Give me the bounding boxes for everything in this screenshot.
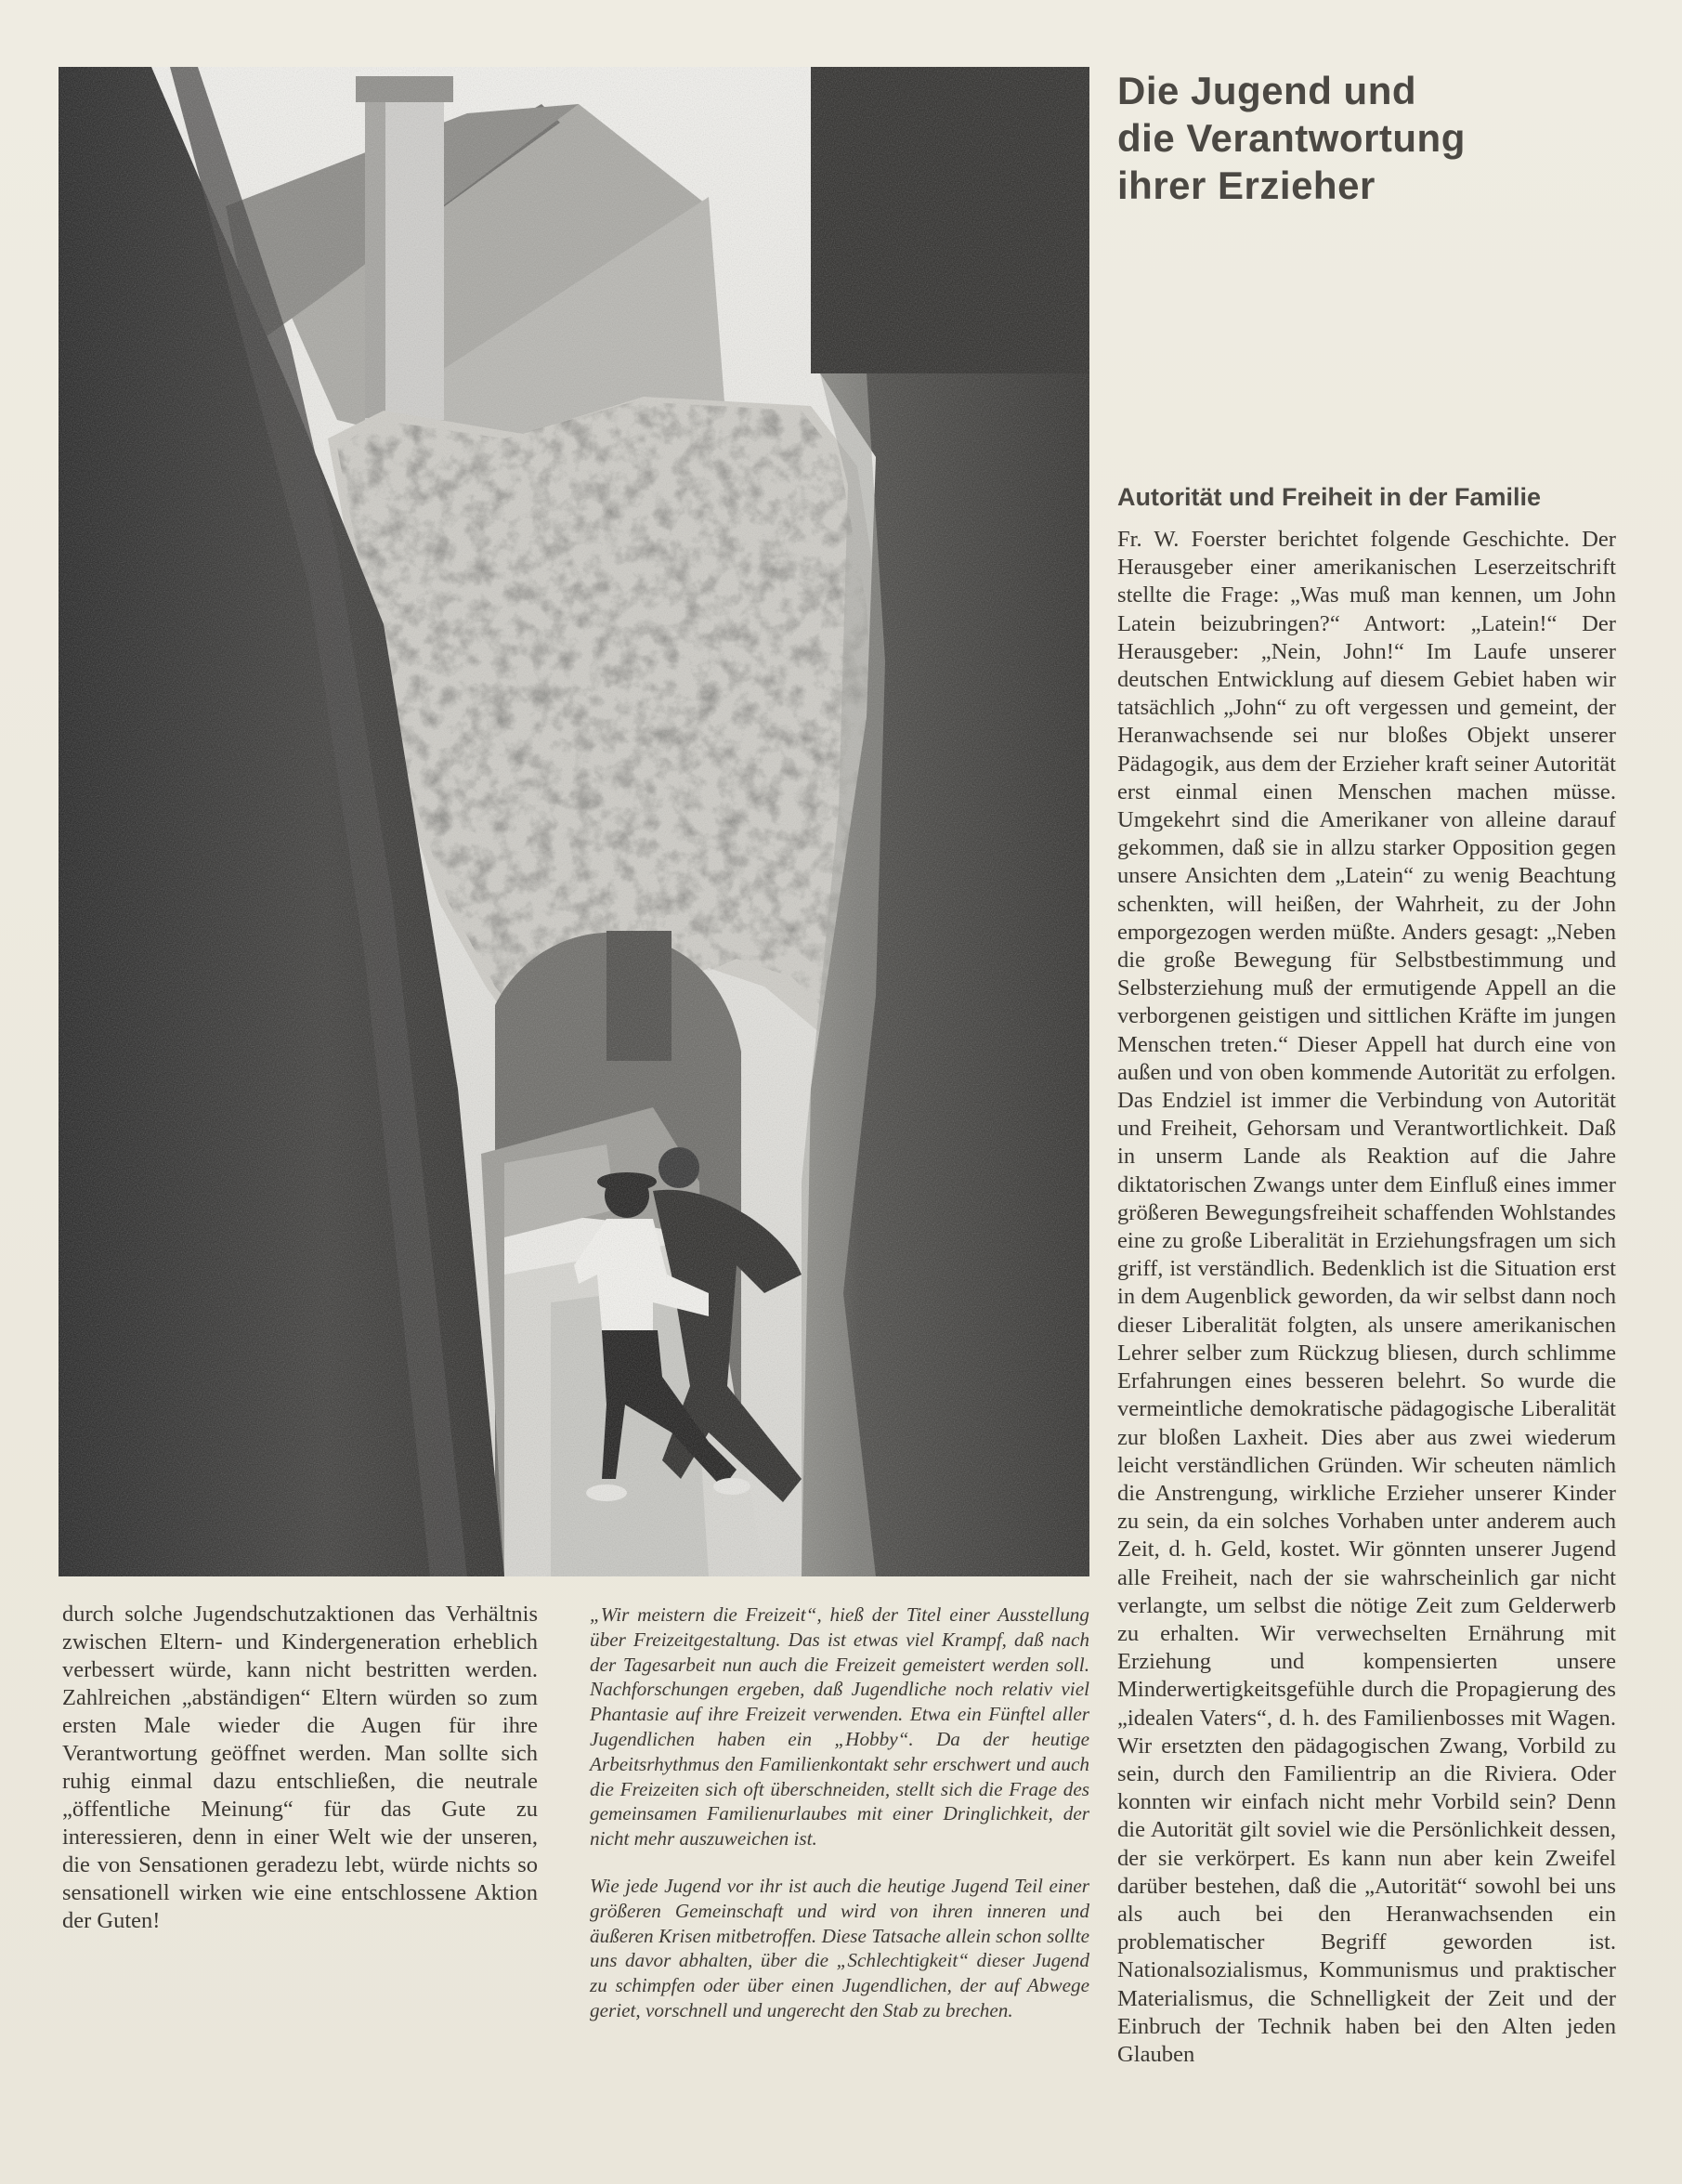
right-column-text: Fr. W. Foerster berichtet folgende Geschichte. Der Herausgeber einer amerikanischen Leserzeitschrift stellte die Frage: „Was muß man kennen, um John Latein beizubringen?“ Antwort: „Latein!“ Der Herausgeber: „Nein, John!“ Im Laufe unserer deutschen Entwicklung auf diesem Gebiet haben wir tatsächlich „John“ zu oft vergessen und gemeint, der Heranwachsende sei nur bloßes Objekt unserer Pädagogik, aus dem der Erzieher kraft seiner Autorität erst einmal einen Menschen machen müsse. Umgekehrt sind die Amerikaner von alleine darauf gekommen, daß sie in allzu starker Opposition gegen unsere Ansichten dem „Latein“ zu wenig Beachtung schenkten, will heißen, der Wahrheit, zu der John emporgezogen werden müßte. Anders gesagt: „Neben die große Bewegung für Selbstbestimmung und Selbsterziehung muß der ermutigende Appell an die verborgenen geistigen und sittlichen Kräfte im jungen Menschen treten.“ Dieser Appell hat durch eine von außen und von oben kommende Autorität zu erfolgen. Das Endziel ist immer die Verbindung von Autorität und Freiheit, Gehorsam und Verantwortlichkeit. Daß in unserm Lande als Reaktion auf die Jahre diktatorischen Zwangs unter dem Einfluß eines immer größeren Bewegungsfreiheit schaffenden Wohlstandes eine zu große Liberalität in Erziehungsfragen um sich griff, ist verständlich. Bedenklich ist die Situation erst in dem Augenblick geworden, da wir selbst dann noch dieser Liberalität folgten, als unsere amerikanischen Lehrer selber zum Rückzug bliesen, durch schlimme Erfahrungen eines besseren belehrt. So wurde die vermeintliche demokratische pädagogische Liberalität zur bloßen Laxheit. Dies aber aus zwei wiederum leicht verständlichen Gründen. Wir scheuten nämlich die Anstrengung, wirkliche Erzieher unserer Kinder zu sein, da ein solches Vorhaben unter anderem auch Zeit, d. h. Geld, kostet. Wir gönnten unserer Jugend alle Freiheit, nach der sie wahrscheinlich gar nicht verlangte, um selbst die nötige Zeit zum Gelderwerb zu erhalten. Wir verwechselten Ernährung mit Erziehung und kompensierten unsere Minderwertigkeitsgefühle durch die Propagierung des „idealen Vaters“, d. h. des Familienbosses mit Wagen. Wir ersetzten den pädagogischen Zwang, Vorbild zu sein, durch den Familientrip an die Riviera. Oder konnten wir einfach nicht mehr Vorbild sein? Denn die Autorität gilt soviel wie die Persönlichkeit dessen, der sie verkörpert. Es kann nun aber kein Zweifel darüber bestehen, daß die „Autorität“ sowohl bei uns als auch bei den Heranwachsenden ein problematischer Begriff geworden ist. Nationalsozialismus, Kommunismus und praktischer Materialismus, die Schnelligkeit der Zeit und der Einbruch der Technik haben bei den Alten jeden Glauben	[1117, 527, 1616, 2067]
photo-alley-children	[59, 67, 1089, 1576]
article-title	[1117, 67, 1637, 209]
middle-column	[590, 1602, 1089, 2023]
title-line-3: ihrer Erzieher	[1117, 163, 1376, 207]
alley-photo-graphic	[59, 67, 1089, 1576]
mid-paragraph-2: Wie jede Jugend vor ihr ist auch die heutige Jugend Teil einer größeren Gemeinschaft und wird von ihren inneren und äußeren Krisen mitbetroffen. Diese Tatsache allein schon sollte uns davor abhalten, über die „Schlechtigkeit“ dieser Jugend zu schimpfen oder über einen Jugendlichen, der auf Abwege geriet, vorschnell und ungerecht den Stab zu brechen.	[590, 1874, 1089, 2021]
title-line-1: Die Jugend und	[1117, 69, 1416, 112]
section-heading: Autorität und Freiheit in der Familie	[1117, 483, 1542, 511]
title-line-2: die Verantwortung	[1117, 116, 1466, 160]
left-column-text: durch solche Jugendschutzaktionen das Verhältnis zwischen Eltern- und Kindergeneration erheblich verbessert würde, kann nicht bestritten werden. Zahlreichen „abständigen“ Eltern würden so zum ersten Male wieder die Augen für ihre Verantwortung geöffnet werden. Man sollte sich ruhig einmal dazu entschließen, die neutrale „öffentliche Meinung“ für das Gute zu interessieren, denn in einer Welt wie der unseren, die von Sensationen geradezu lebt, würde nichts so sensationell wirken wie eine entschlossene Aktion der Guten!	[62, 1602, 538, 1933]
mid-paragraph-1: „Wir meistern die Freizeit“, hieß der Titel einer Ausstellung über Freizeitgestaltung. Das ist etwas viel Krampf, daß nach der Tagesarbeit nun auch die Freizeit gemeistert werden soll. Nachforschungen ergeben, daß Jugendliche noch relativ viel Phantasie auf ihre Freizeit verwenden. Etwa ein Fünftel aller Jugendlichen haben ein „Hobby“. Da der heutige Arbeitsrhythmus den Familienkontakt sehr erschwert und auch die Freizeiten sich oft überschneiden, stellt sich die Frage des gemeinsamen Familienurlaubes mit einer Dringlichkeit, der nicht mehr auszuweichen ist.	[590, 1603, 1089, 1851]
